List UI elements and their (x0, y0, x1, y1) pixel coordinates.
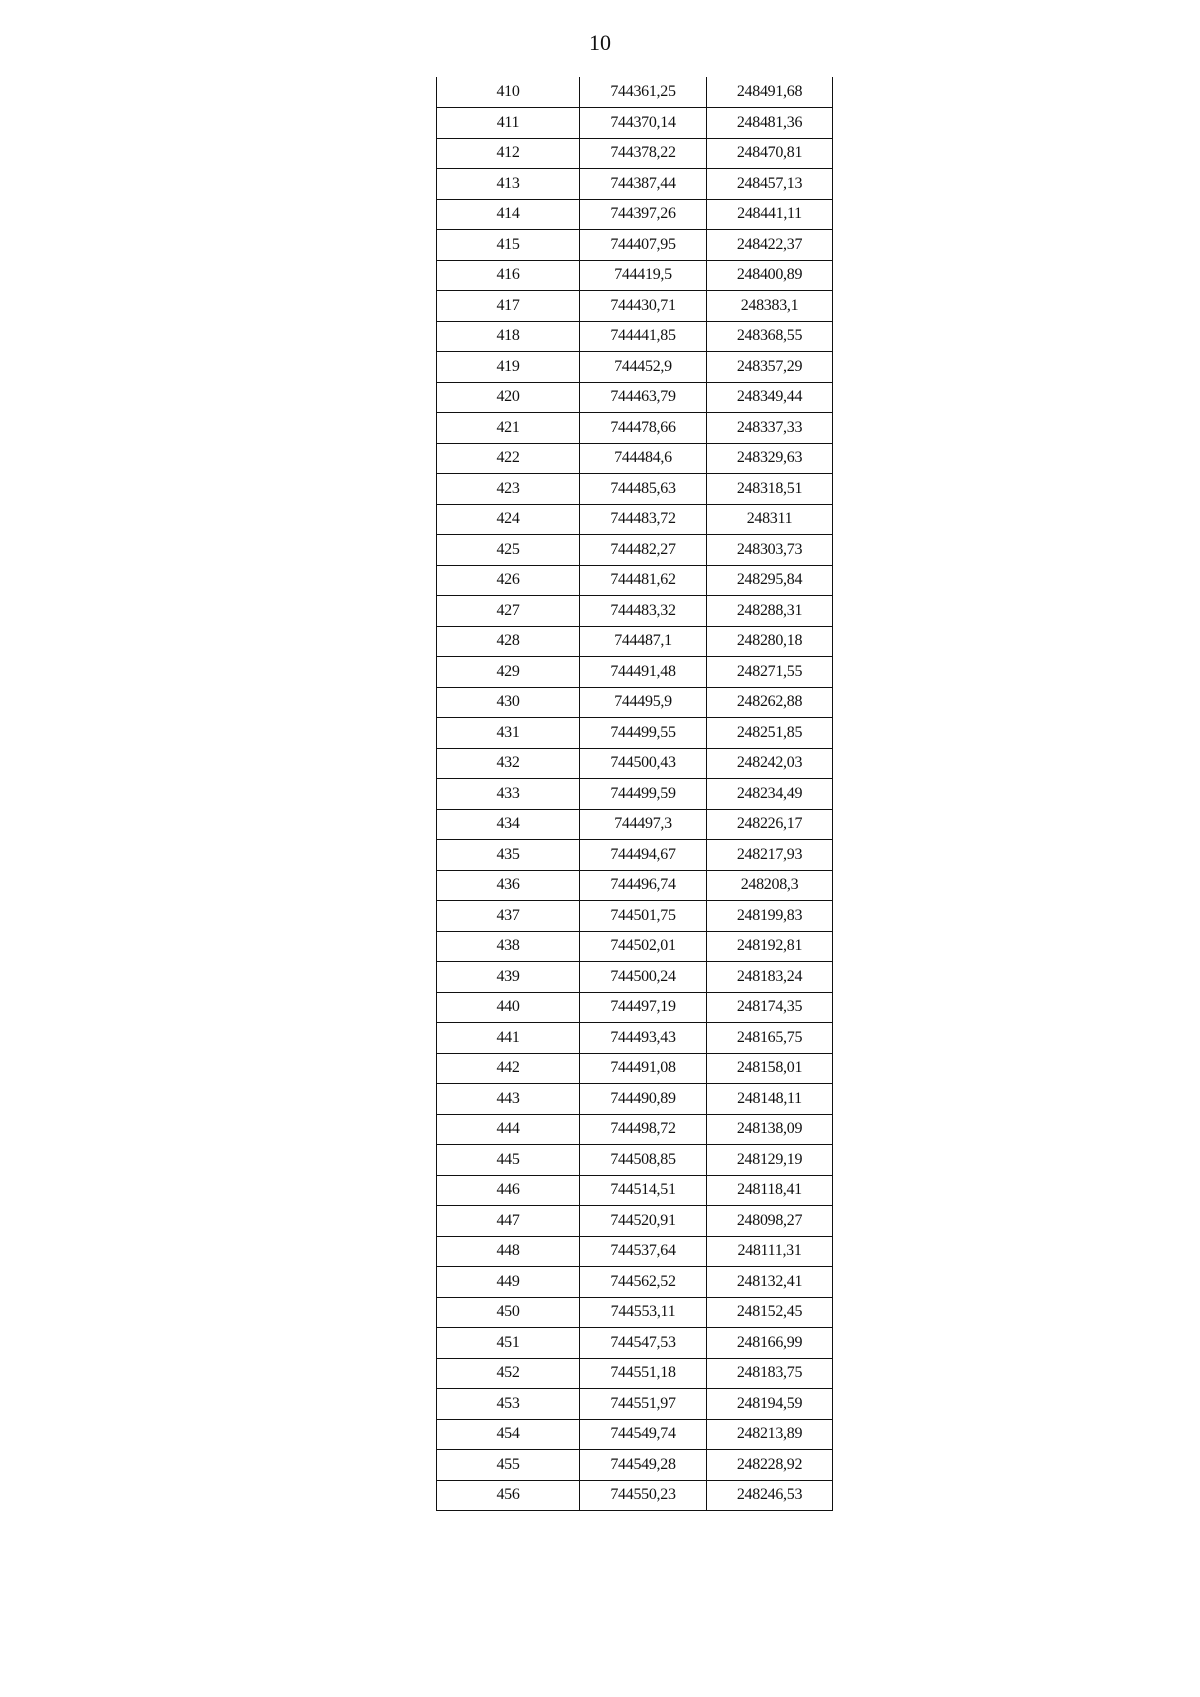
x-coordinate-cell: 744493,43 (580, 1023, 707, 1054)
y-coordinate-cell: 248138,09 (707, 1114, 833, 1145)
table-row (437, 1145, 833, 1176)
point-number-cell: 422 (437, 443, 580, 474)
table-row (437, 413, 833, 444)
point-number-cell: 420 (437, 382, 580, 413)
table-row (437, 565, 833, 596)
point-number-cell: 439 (437, 962, 580, 993)
y-coordinate-cell: 248098,27 (707, 1206, 833, 1237)
point-number-cell: 434 (437, 809, 580, 840)
point-number-cell: 411 (437, 108, 580, 139)
x-coordinate-cell: 744495,9 (580, 687, 707, 718)
table-row (437, 1297, 833, 1328)
table-row (437, 748, 833, 779)
table-row (437, 352, 833, 383)
x-coordinate-cell: 744361,25 (580, 77, 707, 108)
point-number-cell: 452 (437, 1358, 580, 1389)
point-number-cell: 428 (437, 626, 580, 657)
y-coordinate-cell: 248251,85 (707, 718, 833, 749)
table-row (437, 382, 833, 413)
point-number-cell: 421 (437, 413, 580, 444)
x-coordinate-cell: 744370,14 (580, 108, 707, 139)
point-number-cell: 453 (437, 1389, 580, 1420)
table-row (437, 718, 833, 749)
x-coordinate-cell: 744549,74 (580, 1419, 707, 1450)
table-row (437, 1419, 833, 1450)
point-number-cell: 415 (437, 230, 580, 261)
y-coordinate-cell: 248303,73 (707, 535, 833, 566)
y-coordinate-cell: 248400,89 (707, 260, 833, 291)
table-row (437, 626, 833, 657)
y-coordinate-cell: 248234,49 (707, 779, 833, 810)
point-number-cell: 432 (437, 748, 580, 779)
point-number-cell: 414 (437, 199, 580, 230)
x-coordinate-cell: 744551,18 (580, 1358, 707, 1389)
y-coordinate-cell: 248357,29 (707, 352, 833, 383)
table-row (437, 1236, 833, 1267)
x-coordinate-cell: 744497,19 (580, 992, 707, 1023)
x-coordinate-cell: 744508,85 (580, 1145, 707, 1176)
y-coordinate-cell: 248199,83 (707, 901, 833, 932)
point-number-cell: 436 (437, 870, 580, 901)
table-row (437, 474, 833, 505)
point-number-cell: 427 (437, 596, 580, 627)
coordinate-table (436, 77, 833, 1511)
point-number-cell: 443 (437, 1084, 580, 1115)
x-coordinate-cell: 744491,48 (580, 657, 707, 688)
table-row (437, 1480, 833, 1511)
x-coordinate-cell: 744487,1 (580, 626, 707, 657)
point-number-cell: 437 (437, 901, 580, 932)
x-coordinate-cell: 744500,43 (580, 748, 707, 779)
table-row (437, 1175, 833, 1206)
point-number-cell: 440 (437, 992, 580, 1023)
y-coordinate-cell: 248271,55 (707, 657, 833, 688)
x-coordinate-cell: 744483,72 (580, 504, 707, 535)
x-coordinate-cell: 744378,22 (580, 138, 707, 169)
point-number-cell: 456 (437, 1480, 580, 1511)
table-row (437, 1053, 833, 1084)
y-coordinate-cell: 248295,84 (707, 565, 833, 596)
table-row (437, 1267, 833, 1298)
table-row (437, 657, 833, 688)
point-number-cell: 419 (437, 352, 580, 383)
x-coordinate-cell: 744499,59 (580, 779, 707, 810)
y-coordinate-cell: 248132,41 (707, 1267, 833, 1298)
table-row (437, 1114, 833, 1145)
table-row (437, 138, 833, 169)
table-row (437, 1084, 833, 1115)
x-coordinate-cell: 744482,27 (580, 535, 707, 566)
x-coordinate-cell: 744483,32 (580, 596, 707, 627)
table-row (437, 291, 833, 322)
y-coordinate-cell: 248311 (707, 504, 833, 535)
point-number-cell: 410 (437, 77, 580, 108)
y-coordinate-cell: 248337,33 (707, 413, 833, 444)
y-coordinate-cell: 248470,81 (707, 138, 833, 169)
table-row (437, 901, 833, 932)
y-coordinate-cell: 248118,41 (707, 1175, 833, 1206)
y-coordinate-cell: 248288,31 (707, 596, 833, 627)
point-number-cell: 423 (437, 474, 580, 505)
y-coordinate-cell: 248262,88 (707, 687, 833, 718)
x-coordinate-cell: 744499,55 (580, 718, 707, 749)
table-row (437, 1358, 833, 1389)
x-coordinate-cell: 744441,85 (580, 321, 707, 352)
table-row (437, 199, 833, 230)
table-row (437, 260, 833, 291)
x-coordinate-cell: 744419,5 (580, 260, 707, 291)
coordinate-table-body (437, 77, 833, 1511)
table-row (437, 1389, 833, 1420)
point-number-cell: 429 (437, 657, 580, 688)
point-number-cell: 454 (437, 1419, 580, 1450)
point-number-cell: 438 (437, 931, 580, 962)
x-coordinate-cell: 744551,97 (580, 1389, 707, 1420)
x-coordinate-cell: 744494,67 (580, 840, 707, 871)
point-number-cell: 412 (437, 138, 580, 169)
x-coordinate-cell: 744547,53 (580, 1328, 707, 1359)
point-number-cell: 447 (437, 1206, 580, 1237)
y-coordinate-cell: 248226,17 (707, 809, 833, 840)
y-coordinate-cell: 248368,55 (707, 321, 833, 352)
point-number-cell: 449 (437, 1267, 580, 1298)
point-number-cell: 451 (437, 1328, 580, 1359)
y-coordinate-cell: 248441,11 (707, 199, 833, 230)
x-coordinate-cell: 744553,11 (580, 1297, 707, 1328)
y-coordinate-cell: 248158,01 (707, 1053, 833, 1084)
x-coordinate-cell: 744549,28 (580, 1450, 707, 1481)
table-row (437, 169, 833, 200)
y-coordinate-cell: 248152,45 (707, 1297, 833, 1328)
y-coordinate-cell: 248166,99 (707, 1328, 833, 1359)
table-row (437, 1328, 833, 1359)
y-coordinate-cell: 248111,31 (707, 1236, 833, 1267)
table-row (437, 962, 833, 993)
y-coordinate-cell: 248228,92 (707, 1450, 833, 1481)
x-coordinate-cell: 744407,95 (580, 230, 707, 261)
y-coordinate-cell: 248422,37 (707, 230, 833, 261)
y-coordinate-cell: 248246,53 (707, 1480, 833, 1511)
table-row (437, 840, 833, 871)
table-row (437, 779, 833, 810)
table-row (437, 1450, 833, 1481)
x-coordinate-cell: 744397,26 (580, 199, 707, 230)
point-number-cell: 446 (437, 1175, 580, 1206)
y-coordinate-cell: 248349,44 (707, 382, 833, 413)
y-coordinate-cell: 248383,1 (707, 291, 833, 322)
point-number-cell: 430 (437, 687, 580, 718)
point-number-cell: 416 (437, 260, 580, 291)
table-row (437, 992, 833, 1023)
x-coordinate-cell: 744497,3 (580, 809, 707, 840)
point-number-cell: 435 (437, 840, 580, 871)
table-row (437, 504, 833, 535)
point-number-cell: 445 (437, 1145, 580, 1176)
table-row (437, 931, 833, 962)
y-coordinate-cell: 248481,36 (707, 108, 833, 139)
page-number: 10 (589, 30, 611, 55)
y-coordinate-cell: 248129,19 (707, 1145, 833, 1176)
x-coordinate-cell: 744537,64 (580, 1236, 707, 1267)
x-coordinate-cell: 744463,79 (580, 382, 707, 413)
x-coordinate-cell: 744520,91 (580, 1206, 707, 1237)
y-coordinate-cell: 248329,63 (707, 443, 833, 474)
table-row (437, 687, 833, 718)
point-number-cell: 413 (437, 169, 580, 200)
y-coordinate-cell: 248217,93 (707, 840, 833, 871)
table-row (437, 1023, 833, 1054)
y-coordinate-cell: 248280,18 (707, 626, 833, 657)
y-coordinate-cell: 248213,89 (707, 1419, 833, 1450)
point-number-cell: 444 (437, 1114, 580, 1145)
x-coordinate-cell: 744430,71 (580, 291, 707, 322)
y-coordinate-cell: 248194,59 (707, 1389, 833, 1420)
x-coordinate-cell: 744491,08 (580, 1053, 707, 1084)
table-row (437, 1206, 833, 1237)
x-coordinate-cell: 744496,74 (580, 870, 707, 901)
y-coordinate-cell: 248148,11 (707, 1084, 833, 1115)
point-number-cell: 426 (437, 565, 580, 596)
point-number-cell: 433 (437, 779, 580, 810)
x-coordinate-cell: 744514,51 (580, 1175, 707, 1206)
y-coordinate-cell: 248318,51 (707, 474, 833, 505)
point-number-cell: 441 (437, 1023, 580, 1054)
x-coordinate-cell: 744501,75 (580, 901, 707, 932)
x-coordinate-cell: 744481,62 (580, 565, 707, 596)
y-coordinate-cell: 248192,81 (707, 931, 833, 962)
point-number-cell: 442 (437, 1053, 580, 1084)
table-row (437, 108, 833, 139)
y-coordinate-cell: 248183,24 (707, 962, 833, 993)
x-coordinate-cell: 744550,23 (580, 1480, 707, 1511)
table-row (437, 870, 833, 901)
point-number-cell: 424 (437, 504, 580, 535)
x-coordinate-cell: 744387,44 (580, 169, 707, 200)
x-coordinate-cell: 744478,66 (580, 413, 707, 444)
x-coordinate-cell: 744562,52 (580, 1267, 707, 1298)
x-coordinate-cell: 744484,6 (580, 443, 707, 474)
x-coordinate-cell: 744490,89 (580, 1084, 707, 1115)
table-row (437, 77, 833, 108)
y-coordinate-cell: 248242,03 (707, 748, 833, 779)
point-number-cell: 431 (437, 718, 580, 749)
point-number-cell: 417 (437, 291, 580, 322)
x-coordinate-cell: 744498,72 (580, 1114, 707, 1145)
x-coordinate-cell: 744452,9 (580, 352, 707, 383)
point-number-cell: 455 (437, 1450, 580, 1481)
table-row (437, 443, 833, 474)
point-number-cell: 425 (437, 535, 580, 566)
y-coordinate-cell: 248491,68 (707, 77, 833, 108)
table-row (437, 321, 833, 352)
x-coordinate-cell: 744500,24 (580, 962, 707, 993)
point-number-cell: 450 (437, 1297, 580, 1328)
table-row (437, 596, 833, 627)
y-coordinate-cell: 248165,75 (707, 1023, 833, 1054)
y-coordinate-cell: 248174,35 (707, 992, 833, 1023)
point-number-cell: 418 (437, 321, 580, 352)
y-coordinate-cell: 248457,13 (707, 169, 833, 200)
y-coordinate-cell: 248208,3 (707, 870, 833, 901)
table-row (437, 809, 833, 840)
point-number-cell: 448 (437, 1236, 580, 1267)
x-coordinate-cell: 744485,63 (580, 474, 707, 505)
table-row (437, 230, 833, 261)
table-row (437, 535, 833, 566)
x-coordinate-cell: 744502,01 (580, 931, 707, 962)
y-coordinate-cell: 248183,75 (707, 1358, 833, 1389)
